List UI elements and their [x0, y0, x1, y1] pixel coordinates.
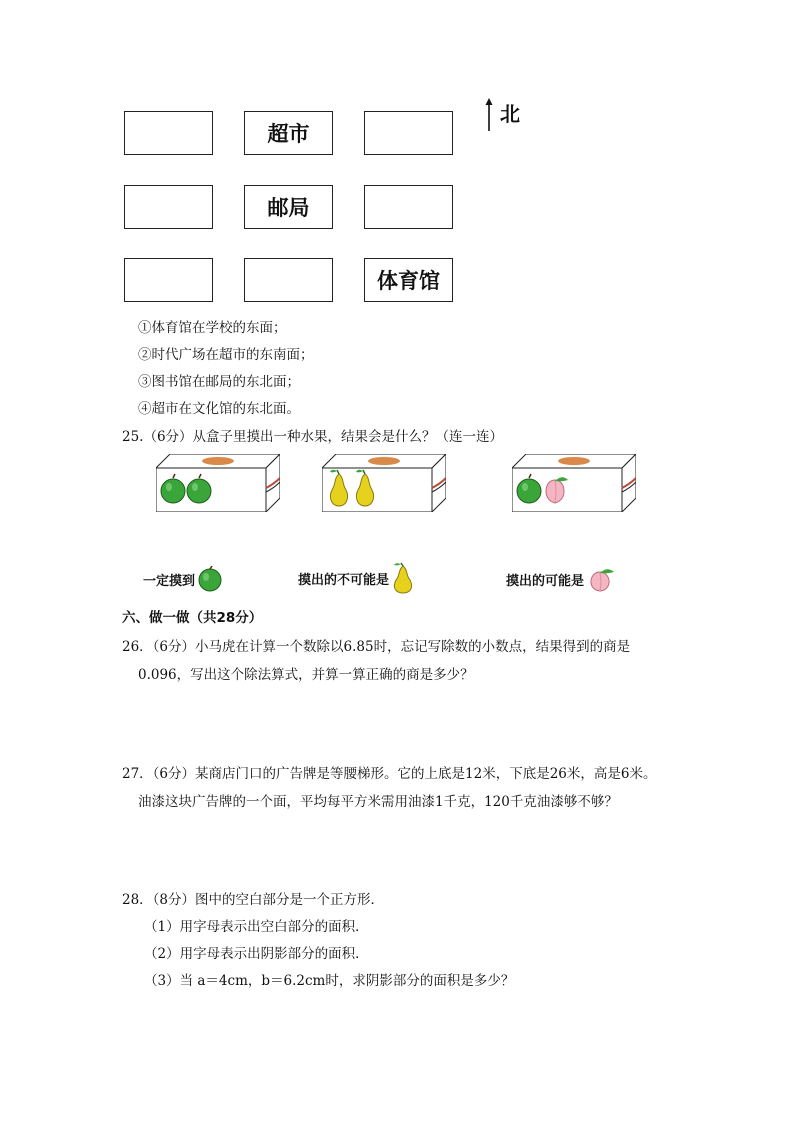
fruit-box-2 [322, 454, 446, 512]
answer-text-1: 一定摸到 [143, 573, 196, 589]
pear-icon [391, 562, 415, 594]
question-26-line2: 0.096，写出这个除法算式，并算一算正确的商是多少？ [138, 667, 474, 683]
grid-box-r2c3 [364, 185, 453, 229]
question-28-sub3: （3）当 a＝4cm，b＝6.2cm时，求阴影部分的面积是多少？ [144, 973, 515, 989]
clue-3: ③图书馆在邮局的东北面； [138, 374, 300, 390]
question-26-line1: 26．（6分）小马虎在计算一个数除以6.85时，忘记写除数的小数点，结果得到的商是 [122, 639, 631, 655]
answer-option-2 [298, 562, 415, 594]
grid-box-r1c3 [364, 111, 453, 155]
question-27-line1: 27．（6分）某商店门口的广告牌是等腰梯形。它的上底是12米，下底是26米，高是6米。 [122, 766, 657, 782]
grid-box-gymnasium: 体育馆 [364, 258, 453, 302]
grid-box-post-office: 邮局 [244, 185, 333, 229]
question-28-sub2: （2）用字母表示出阴影部分的面积． [144, 946, 369, 962]
answer-text-2: 摸出的不可能是 [298, 572, 390, 588]
grid-box-r2c1 [124, 185, 213, 229]
answer-option-1 [143, 566, 223, 592]
fruit-box-1 [156, 454, 280, 512]
north-arrow-icon [484, 98, 494, 132]
clue-1: ①体育馆在学校的东面； [138, 320, 287, 336]
answer-text-3: 摸出的可能是 [506, 573, 585, 589]
answer-option-3 [506, 566, 616, 592]
question-27-line2: 油漆这块广告牌的一个面，平均每平方米需用油漆1千克，120千克油漆够不够？ [138, 794, 618, 810]
north-indicator [484, 98, 520, 132]
grid-box-r3c1 [124, 258, 213, 302]
grid-box-supermarket: 超市 [244, 111, 333, 155]
question-25: 25.（6分）从盒子里摸出一种水果，结果会是什么？（连一连） [122, 429, 504, 445]
grid-box-r1c1 [124, 111, 213, 155]
clue-2: ②时代广场在超市的东南面； [138, 347, 314, 363]
north-label: 北 [500, 102, 520, 126]
clue-4: ④超市在文化馆的东北面。 [138, 401, 300, 417]
apple-icon [197, 566, 223, 592]
fruit-box-3 [512, 454, 636, 512]
peach-icon [586, 566, 616, 592]
question-28-line1: 28．（8分）图中的空白部分是一个正方形． [122, 892, 385, 908]
question-28-sub1: （1）用字母表示出空白部分的面积． [144, 919, 369, 935]
grid-box-r3c2 [244, 258, 333, 302]
section-6-title: 六、做一做（共28分） [122, 610, 263, 626]
